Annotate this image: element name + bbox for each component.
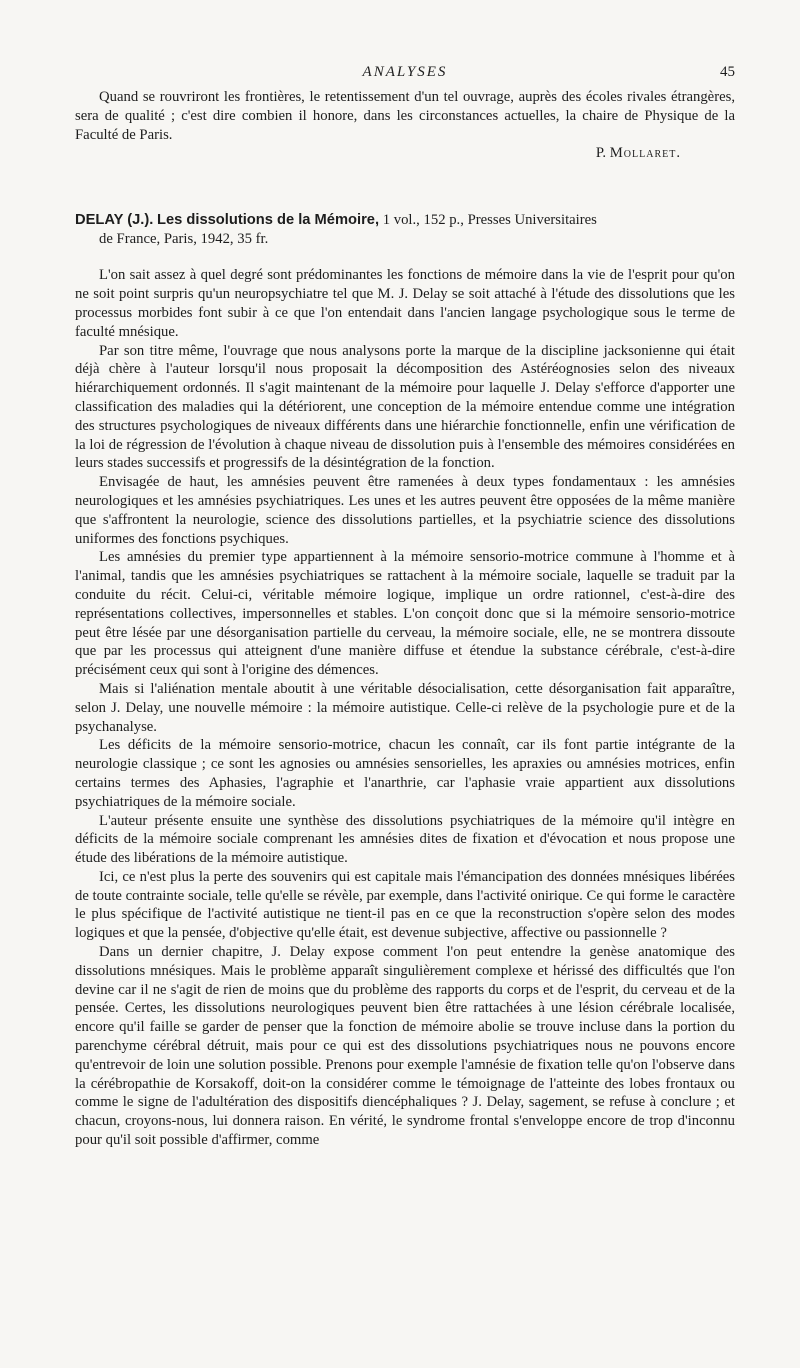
review-body [75,266,735,1149]
review-paragraph: Par son titre même, l'ouvrage que nous analysons porte la marque de la discipline jacksonienne qui était déjà chère à l'auteur lorsqu'il nous proposait la décomposition des Astéréognosies selon des niveaux hiérarchiquement ordonnés. Il s'agit maintenant de la mémoire pour laquelle J. Delay s'efforce d'apporter une classification des maladies qui la détériorent, une conception de la mémoire entendue comme une intégration des structures psychologiques de niveaux différents dans une hiérarchie fonctionnelle, enfin une vérification de la loi de régression de l'évolution à chaque niveau de dissolution puis à l'ensemble des mémoires considérées en leurs stades successifs et progressifs de la désintégration de la fonction. [75,342,735,472]
review-paragraph: L'auteur présente ensuite une synthèse des dissolutions psychiatriques de la mémoire qu'il intègre en déficits de la mémoire sociale comprenant les amnésies dites de fixation et d'évocation et nous propose une étude des libérations de la mémoire autistique. [75,812,735,867]
journal-page [75,64,735,1354]
review-publication-details: 1 vol., 152 p., Presses Universitaires [382,212,597,229]
review-paragraph: Envisagée de haut, les amnésies peuvent être ramenées à deux types fondamentaux : les amnésies neurologiques et les amnésies psychiatriques. Les unes et les autres peuvent être opposées de la même manière que s'affrontent la neurologie, science des dissolutions partielles, et la psychiatrie science des dissolutions uniformes des fonctions psychiques. [75,474,735,547]
review-paragraph: L'on sait assez à quel degré sont prédominantes les fonctions de mémoire dans la vie de l'esprit pour qu'on ne soit point surpris qu'un neuropsychiatre tel que M. J. Delay se soit attaché à l'étude des dissolutions que les processus morbides font subir à ce que l'on entendait dans l'ancien langage psychologique sous le terme de faculté mnésique. [75,267,735,340]
review-book-title: Les dissolutions de la Mémoire, [157,212,380,229]
running-title: ANALYSES [362,64,448,80]
review-paragraph: Les amnésies du premier type appartiennent à la mémoire sensorio-motrice commune à l'homme et à l'animal, tandis que les amnésies psychiatriques se rattachent à la mémoire sociale, laquelle se traduit par la conduite du récit. Celui-ci, véritable mémoire logique, implique un ordre rationnel, c'est-à-dire des représentations collectives, impersonnelles et stables. L'on conçoit donc que si la mémoire sensorio-motrice peut être lésée par une désorganisation partielle du cerveau, la mémoire sociale, elle, ne se montrera dissoute que par les processus qui atteignent d'une manière diffuse et étendue la substance cérébrale, c'est-à-dire précisément ceux qui sont à l'origine des démences. [75,549,735,679]
review-reference [75,211,735,249]
previous-review-closing-paragraph: Quand se rouvriront les frontières, le retentissement d'un tel ouvrage, auprès des écoles rivales étrangères, sera de qualité ; c'est dire combien il honore, dans les circonstances actuelles, la chaire de Physique de la Faculté de Paris. [75,89,735,143]
review-paragraph: Les déficits de la mémoire sensorio-motrice, chacun les connaît, car ils font partie intégrante de la neurologie classique ; ce sont les agnosies ou amnésies sensorielles, les apraxies ou amnésies motrices, enfin certains termes des Aphasies, l'agraphie et l'anarthrie, car l'aphasie vraie appartient aux dissolutions psychiatriques de la mémoire sociale. [75,737,735,810]
review-publication-place: de France, Paris, 1942, 35 fr. [99,231,269,248]
page-number: 45 [720,64,735,80]
review-author: DELAY (J.). [75,212,154,229]
review-paragraph: Mais si l'aliénation mentale aboutit à une véritable désocialisation, cette désorganisation fait apparaître, selon J. Delay, une nouvelle mémoire : la mémoire autistique. Celle-ci relève de la psychologie pure et de la psychanalyse. [75,680,735,735]
reviewer-signature [75,144,735,163]
review-paragraph: Ici, ce n'est plus la perte des souvenirs qui est capitale mais l'émancipation des données mnésiques libérées de toute contrainte sociale, telle qu'elle se révèle, par exemple, dans l'activité onirique. Ce qui forme le caractère le plus spécifique de l'activité autistique ne tient-il pas en ce que la reconstruction s'opère selon des modes logiques et que la pensée, d'objective qu'elle était, est devenue subjective, affective ou passionnelle ? [75,868,735,942]
running-head [75,64,735,88]
review-paragraph: Dans un dernier chapitre, J. Delay expose comment l'on peut entendre la genèse anatomique des dissolutions mnésiques. Mais le problème apparaît singulièrement complexe et hérissé des difficultés que l'on devine car il ne s'agit de rien de moins que du problème des rapports du corps et de l'esprit, du cerveau et de la pensée. Certes, les dissolutions neurologiques peuvent bien être rattachées à une lésion cérébrale localisée, encore qu'il faille se garder de penser que la fonction de mémoire abolie se trouve incluse dans la portion du parenchyme cérébral détruit, mais pour ce qui est des dissolutions psychiatriques nous ne pouvons encore qu'entrevoir de loin une solution possible. Prenons pour exemple l'amnésie de fixation telle qu'on l'observe dans la cérébropathie de Korsakoff, doit-on la considérer comme le témoignage de l'atteinte des lobes frontaux ou comme le signe de l'adultération des dispositifs diencéphaliques ? J. Delay, sagement, se refuse à conclure ; et chacun, croyons-nous, lui donnera raison. En vérité, le syndrome frontal s'enveloppe encore de trop d'inconnu pour qu'il soit possible d'affirmer, comme [75,944,735,1149]
signature-name: Mollaret. [609,145,681,162]
signature-initial: P. [595,145,607,162]
